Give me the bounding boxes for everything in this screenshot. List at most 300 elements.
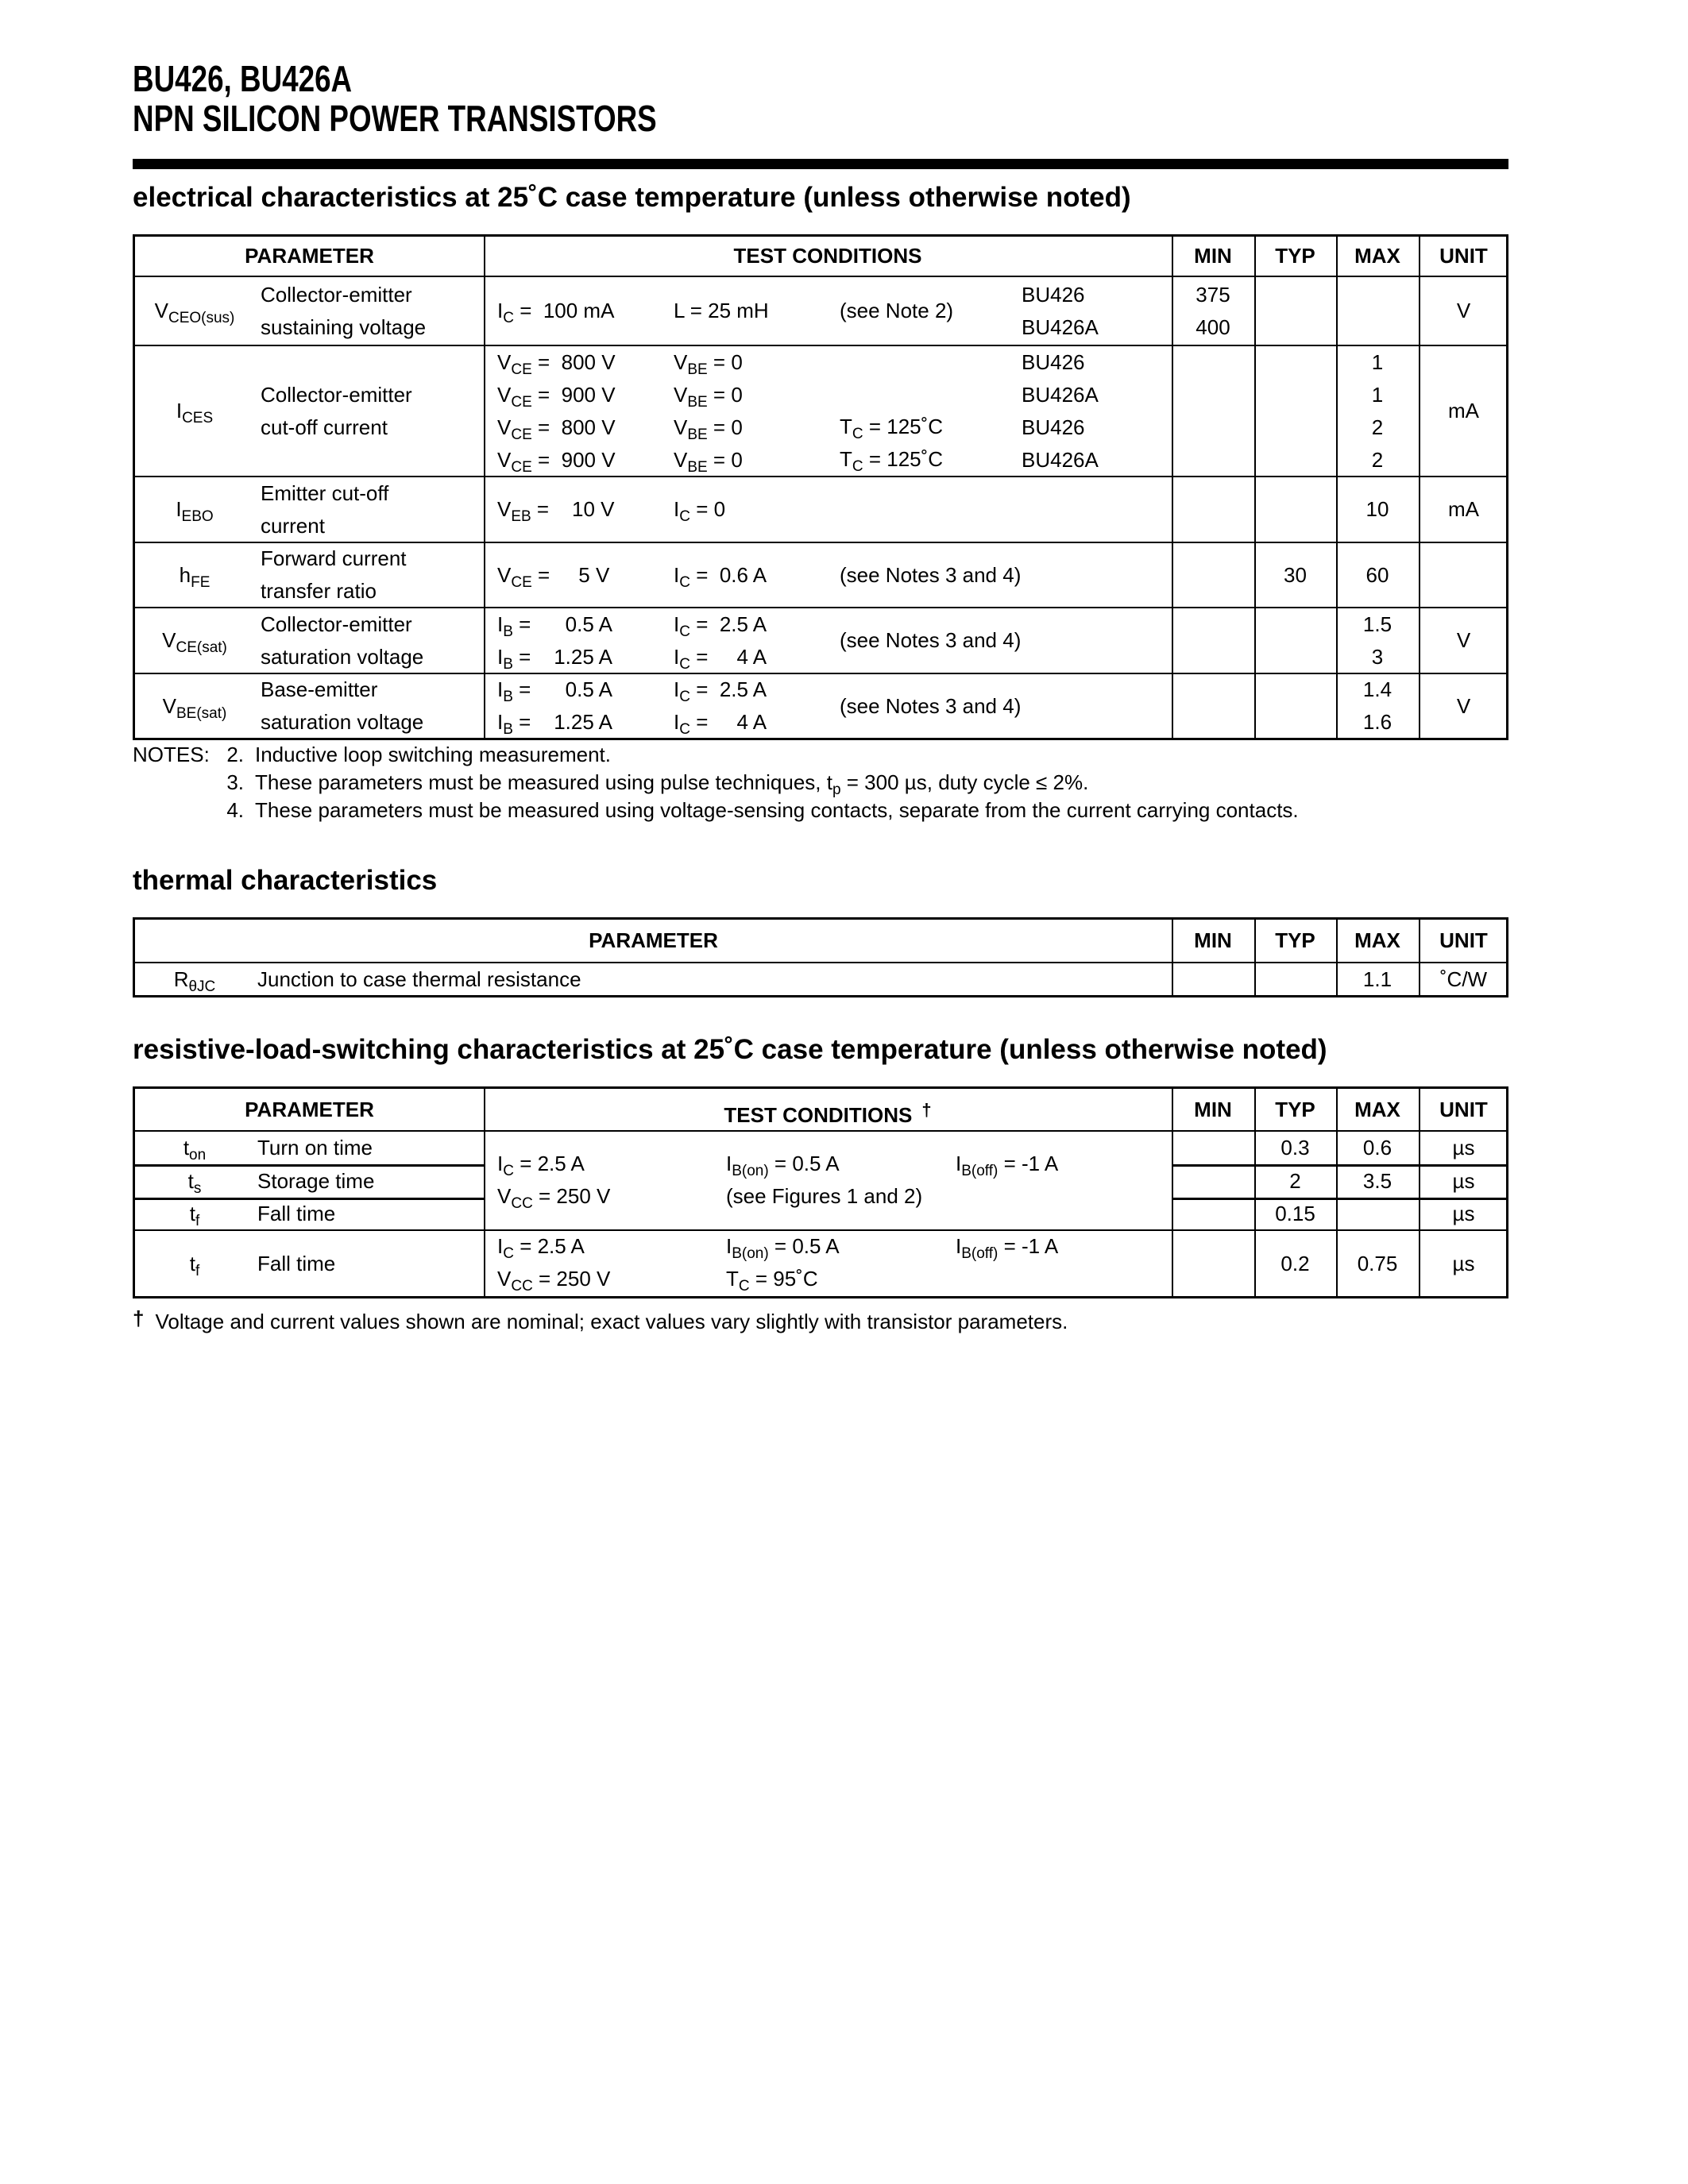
max-value-line: 1.5 [1362, 612, 1393, 636]
column-divider [1336, 920, 1338, 962]
term-subscript: C [679, 623, 690, 640]
term [840, 628, 1021, 652]
typ-value [1254, 608, 1336, 673]
column-divider [484, 237, 485, 276]
term-text: = 5 V [531, 562, 610, 587]
column-divider [1336, 674, 1338, 738]
term-subscript: s [193, 1179, 202, 1197]
unit-value-line: V [1456, 693, 1471, 718]
term-text: = 0.6 A [689, 562, 767, 587]
term [674, 677, 767, 705]
min-value-line: 375 [1196, 282, 1230, 307]
term-symbol: I [956, 1151, 962, 1175]
column-divider [1172, 920, 1173, 962]
parameter-symbol-line [135, 395, 254, 427]
term-subscript: p [832, 781, 841, 798]
max-value-line: 1.6 [1362, 710, 1393, 734]
unit-value-line: mA [1448, 497, 1479, 521]
term-subscript: B(off) [961, 1245, 999, 1262]
test-condition-line [497, 673, 668, 706]
term-text: = 0.5 A [768, 1151, 840, 1175]
note-text [255, 741, 611, 769]
term-subscript: CEO(sus) [168, 310, 235, 326]
test-condition-line [497, 1180, 712, 1213]
term-text: = 10 V [531, 497, 615, 521]
test-condition [1022, 608, 1165, 673]
term [840, 299, 953, 322]
term [956, 1234, 1059, 1262]
column-divider [1254, 963, 1256, 995]
term-symbol: I [176, 399, 183, 423]
term-subscript: C [503, 1245, 514, 1262]
dagger-mark: † [133, 1306, 145, 1330]
unit-value [1419, 277, 1508, 345]
column-divider [1254, 1089, 1256, 1130]
test-condition-line [840, 559, 1022, 592]
term-text: (see Notes 3 and 4) [840, 628, 1022, 652]
term-symbol: t [183, 1136, 190, 1160]
header-min [1172, 237, 1254, 276]
test-condition-line [674, 346, 844, 379]
column-divider [1254, 543, 1256, 607]
header-typ [1254, 1089, 1336, 1130]
test-condition-line [674, 673, 844, 706]
term [1022, 383, 1099, 407]
note-text-main: These parameters must be measured using voltage-sensing contacts, separate from the current carrying contacts. [255, 798, 1299, 822]
test-condition-line [674, 559, 844, 592]
term-symbol: t [189, 1251, 195, 1275]
term-text: = 2.5 A [689, 677, 767, 701]
parameter-name-line: Collector-emitter [261, 382, 412, 407]
term-symbol: V [674, 415, 688, 439]
column-divider [484, 1089, 485, 1130]
term-symbol: V [674, 382, 688, 407]
term [1022, 315, 1099, 339]
column-divider [1172, 346, 1173, 476]
term-subscript: CE [511, 393, 532, 411]
term [497, 382, 616, 411]
test-condition [497, 1130, 712, 1229]
parameter-symbol-line [135, 690, 254, 723]
test-condition-line [726, 1230, 941, 1263]
term-text: BU426A [1022, 447, 1099, 472]
symbol [176, 399, 214, 426]
max-value-line: 60 [1365, 562, 1389, 587]
doc-title-part-numbers: BU426, BU426A [133, 58, 353, 99]
test-condition [1022, 674, 1165, 738]
term-text: = -1 A [998, 1151, 1059, 1175]
unit-value-line: mA [1448, 399, 1479, 423]
term-text: = 125˚C [863, 447, 944, 471]
test-condition-line [956, 1180, 1170, 1213]
test-condition [840, 608, 1022, 673]
test-condition-line [674, 411, 844, 444]
term [497, 447, 616, 476]
parameter-name-line: sustaining voltage [261, 314, 427, 339]
header-unit-label: UNIT [1439, 928, 1488, 952]
test-condition [1022, 543, 1165, 607]
term [674, 415, 743, 443]
test-condition [497, 543, 668, 607]
header-min-label: MIN [1194, 928, 1232, 952]
term [497, 562, 610, 591]
header-min-label: MIN [1194, 1097, 1232, 1121]
term-subscript: C [679, 508, 690, 525]
table-header-row [135, 237, 1506, 276]
term-text: (see Notes 3 and 4) [840, 693, 1022, 718]
typ-value [1254, 674, 1336, 738]
term [840, 415, 944, 442]
term-symbol: V [497, 447, 512, 472]
header-unit-label: UNIT [1439, 1097, 1488, 1121]
term-subscript: θJC [188, 978, 216, 995]
test-condition [674, 543, 844, 607]
column-divider [1336, 346, 1338, 476]
term-subscript: CE [511, 573, 532, 591]
min-value [1172, 543, 1254, 607]
test-condition [956, 1130, 1170, 1229]
term-symbol: I [674, 710, 680, 734]
term-subscript: CE [511, 458, 532, 476]
term [497, 1234, 585, 1262]
term-text: (see Notes 3 and 4) [840, 562, 1022, 587]
column-divider [484, 608, 485, 673]
term-subscript: CE [511, 426, 532, 443]
test-condition-line [674, 641, 844, 673]
thermal-characteristics-table [133, 917, 1508, 997]
table-row [135, 607, 1506, 673]
term-text: = 2.5 A [513, 1151, 585, 1175]
term-text: BU426A [1022, 314, 1099, 339]
test-condition-line [497, 444, 668, 477]
term-text: BU426 [1022, 415, 1085, 439]
column-divider [1172, 237, 1173, 276]
unit-value [1419, 543, 1508, 607]
column-divider [1172, 277, 1173, 345]
column-divider [1172, 674, 1173, 738]
term-symbol: V [154, 299, 168, 322]
term [674, 562, 767, 591]
term-subscript: C [738, 1278, 750, 1295]
test-condition [674, 277, 844, 345]
test-condition [497, 1229, 712, 1296]
term-symbol: V [497, 415, 512, 439]
header-parameter [135, 920, 1172, 962]
test-condition [497, 477, 668, 542]
term-symbol: V [497, 562, 512, 587]
term-text: (see Figures 1 and 2) [726, 1183, 923, 1208]
parameter-symbol-line [135, 559, 254, 592]
test-condition-line [1022, 311, 1165, 344]
term-subscript: B [503, 689, 513, 705]
test-condition [726, 1229, 941, 1296]
notes-label: NOTES: [133, 743, 210, 766]
unit-value [1419, 674, 1508, 738]
column-divider [484, 543, 485, 607]
parameter-name-line: Emitter cut-off [261, 480, 389, 505]
column-divider [1172, 1089, 1173, 1130]
term-symbol: I [674, 562, 680, 587]
term [840, 447, 944, 475]
term-symbol: V [162, 693, 176, 718]
term-text: = 800 V [531, 415, 616, 439]
header-min-label: MIN [1194, 244, 1232, 268]
max-value-line: 1 [1371, 382, 1384, 407]
test-condition-line [497, 1148, 712, 1180]
column-divider [1254, 346, 1256, 476]
test-condition [497, 346, 668, 476]
term-symbol: V [497, 349, 512, 374]
test-condition-line [497, 295, 668, 327]
term-symbol: V [497, 1183, 512, 1208]
table-row [135, 345, 1506, 476]
max-value [1336, 543, 1419, 607]
symbol [179, 562, 211, 591]
parameter-name [261, 608, 483, 673]
term-symbol: V [674, 349, 688, 374]
term-subscript: C [679, 573, 690, 591]
parameter-name [261, 674, 483, 738]
max-value-line: 3 [1371, 644, 1384, 669]
term-text: = 0 [689, 497, 726, 521]
footnote [133, 1306, 1068, 1334]
test-condition [674, 674, 844, 738]
header-test-conditions-line [484, 240, 1172, 272]
term-text: = 0 [707, 349, 743, 374]
header-min [1172, 1089, 1254, 1130]
test-condition-line [726, 1148, 941, 1180]
term-subscript: B(on) [732, 1162, 769, 1179]
term-text: = 900 V [531, 382, 616, 407]
term-text: = 2.5 A [689, 612, 767, 636]
test-condition-line [674, 608, 844, 641]
header-max [1336, 920, 1419, 962]
term [726, 1267, 818, 1295]
header-test-conditions-label: TEST CONDITIONS [733, 244, 922, 268]
test-condition-line [1022, 346, 1165, 379]
header-typ [1254, 237, 1336, 276]
column-divider [1419, 1089, 1420, 1130]
term-symbol: T [840, 447, 852, 471]
switching-body [135, 1130, 1506, 1296]
term-symbol: V [162, 628, 176, 652]
header-max-label: MAX [1354, 1097, 1400, 1121]
parameter-symbol-line [135, 963, 254, 996]
term-text: = 300 µs, duty cycle ≤ 2%. [840, 770, 1089, 794]
term [497, 299, 615, 326]
parameter-name-line: Storage time [257, 1168, 375, 1193]
term [497, 1267, 611, 1295]
term [674, 447, 743, 476]
term-text: BU426 [1022, 282, 1085, 307]
min-value [1172, 277, 1254, 345]
test-condition-line [497, 559, 668, 592]
term-symbol: I [497, 1234, 504, 1258]
term-text: = 2.5 A [513, 1234, 585, 1258]
column-divider [484, 674, 485, 738]
header-unit [1419, 920, 1508, 962]
test-condition-line [956, 1263, 1170, 1295]
max-value [1336, 963, 1419, 995]
parameter-symbol-line [135, 624, 254, 657]
test-condition-line [497, 1263, 712, 1295]
header-typ-label: TYP [1275, 244, 1315, 268]
test-condition-line [497, 641, 668, 673]
header-max [1336, 237, 1419, 276]
term-subscript: C [503, 1162, 514, 1179]
max-value-line: 2 [1371, 415, 1384, 439]
header-test-conditions [484, 1089, 1172, 1130]
note-text [255, 797, 1299, 824]
electrical-characteristics-table [133, 234, 1508, 740]
min-value [1172, 477, 1254, 542]
max-value-line: 2 [1371, 447, 1384, 472]
test-condition-group [135, 1229, 1506, 1296]
header-parameter-line: PARAMETER [245, 244, 374, 268]
typ-value [1254, 543, 1336, 607]
test-condition-line [840, 690, 1022, 723]
symbol [162, 628, 227, 656]
term-subscript: CC [511, 1278, 533, 1295]
typ-value-line: 30 [1284, 562, 1307, 587]
term-subscript: FE [191, 573, 211, 591]
max-value-line: 1 [1371, 349, 1384, 374]
term-symbol: I [726, 1151, 732, 1175]
term-text: L = 25 mH [674, 299, 769, 322]
column-divider [484, 346, 485, 476]
term-symbol: I [726, 1234, 732, 1258]
min-value [1172, 608, 1254, 673]
max-value [1336, 277, 1419, 345]
parameter-symbol [135, 346, 254, 476]
test-condition-line [497, 1230, 712, 1263]
dagger-mark: † [921, 1099, 932, 1120]
note-text-main: Inductive loop switching measurement. [255, 743, 612, 766]
term [840, 694, 1021, 718]
test-condition [674, 477, 844, 542]
term-symbol: V [497, 497, 512, 521]
unit-value-line: V [1456, 299, 1471, 322]
column-divider [1419, 963, 1420, 995]
header-max [1336, 1089, 1419, 1130]
term-text: = 4 A [689, 710, 767, 734]
term-subscript: B [503, 623, 513, 640]
term-text: (see Note 2) [840, 299, 954, 322]
term-subscript: CE [511, 361, 532, 378]
test-condition [497, 674, 668, 738]
parameter-name-line: Fall time [257, 1201, 336, 1225]
term-symbol: R [173, 967, 189, 991]
column-divider [1419, 608, 1420, 673]
column-divider [1419, 674, 1420, 738]
column-divider [1419, 477, 1420, 542]
term-text: = 0.5 A [768, 1234, 840, 1258]
term-symbol: h [179, 562, 191, 587]
column-divider [1419, 237, 1420, 276]
note-number: 2. [226, 743, 244, 766]
header-typ-label: TYP [1275, 928, 1315, 952]
term-subscript: BE [687, 458, 708, 476]
term-subscript: CC [511, 1194, 533, 1212]
test-condition [840, 346, 1010, 476]
test-condition-line [497, 493, 668, 526]
max-value-line: 1.4 [1362, 677, 1393, 701]
doc-title-description: NPN SILICON POWER TRANSISTORS [133, 98, 657, 139]
term-text: = 250 V [532, 1183, 611, 1208]
footnote-text: Voltage and current values shown are nominal; exact values vary slightly with transistor parameters. [155, 1310, 1068, 1333]
max-value-line: 3.5 [1362, 1168, 1393, 1193]
term-text: = 4 A [689, 644, 767, 669]
test-condition-line [840, 443, 1010, 476]
test-condition [840, 674, 1022, 738]
unit-value [1419, 963, 1508, 995]
term-subscript: B(off) [961, 1162, 999, 1179]
column-divider [1254, 608, 1256, 673]
column-divider [1419, 277, 1420, 345]
test-condition [497, 608, 668, 673]
max-value-line: 1.1 [1362, 967, 1393, 991]
column-divider [1254, 920, 1256, 962]
term-subscript: on [189, 1147, 207, 1163]
term-text: = 0.5 A [512, 612, 612, 636]
test-condition-line [840, 379, 1010, 411]
column-divider [1336, 1089, 1338, 1130]
test-condition [674, 346, 844, 476]
column-divider [1336, 477, 1338, 542]
test-condition [726, 1130, 941, 1229]
term-subscript: C [679, 689, 690, 705]
header-parameter [135, 237, 484, 276]
term-symbol: I [674, 497, 680, 521]
test-condition-line [726, 1263, 941, 1295]
term-subscript: BE [687, 361, 708, 378]
term [1022, 350, 1085, 374]
column-divider [1419, 920, 1420, 962]
title-rule [133, 159, 1508, 169]
parameter-name-line: Collector-emitter [261, 612, 412, 636]
term [674, 299, 769, 322]
test-condition-line [840, 346, 1010, 379]
term-symbol: I [497, 1151, 504, 1175]
header-unit [1419, 237, 1508, 276]
parameter-symbol [135, 608, 254, 673]
max-value [1336, 346, 1419, 476]
term [1022, 448, 1099, 472]
term-subscript: C [503, 310, 514, 326]
term-text: = 95˚C [749, 1267, 818, 1291]
unit-value-line: µs [1452, 1201, 1475, 1225]
header-typ-label: TYP [1275, 1097, 1315, 1121]
term-text: BU426A [1022, 382, 1099, 407]
term [497, 349, 616, 378]
typ-value-line: 0.15 [1275, 1201, 1315, 1225]
term [674, 612, 767, 640]
column-divider [1336, 963, 1338, 995]
parameter-name [261, 346, 483, 476]
test-condition-line [497, 706, 668, 739]
parameter-name-line: Fall time [257, 1251, 336, 1275]
term [1022, 415, 1085, 439]
switching-characteristics-table [133, 1086, 1508, 1298]
typ-value-line: 2 [1289, 1168, 1301, 1193]
term-subscript: f [195, 1262, 200, 1279]
column-divider [1419, 543, 1420, 607]
table-header-row [135, 1089, 1506, 1130]
test-condition [1022, 277, 1165, 345]
electrical-heading: electrical characteristics at 25˚C case temperature (unless otherwise noted) [133, 182, 1131, 213]
parameter-symbol-line [135, 295, 254, 327]
symbol [162, 693, 227, 722]
